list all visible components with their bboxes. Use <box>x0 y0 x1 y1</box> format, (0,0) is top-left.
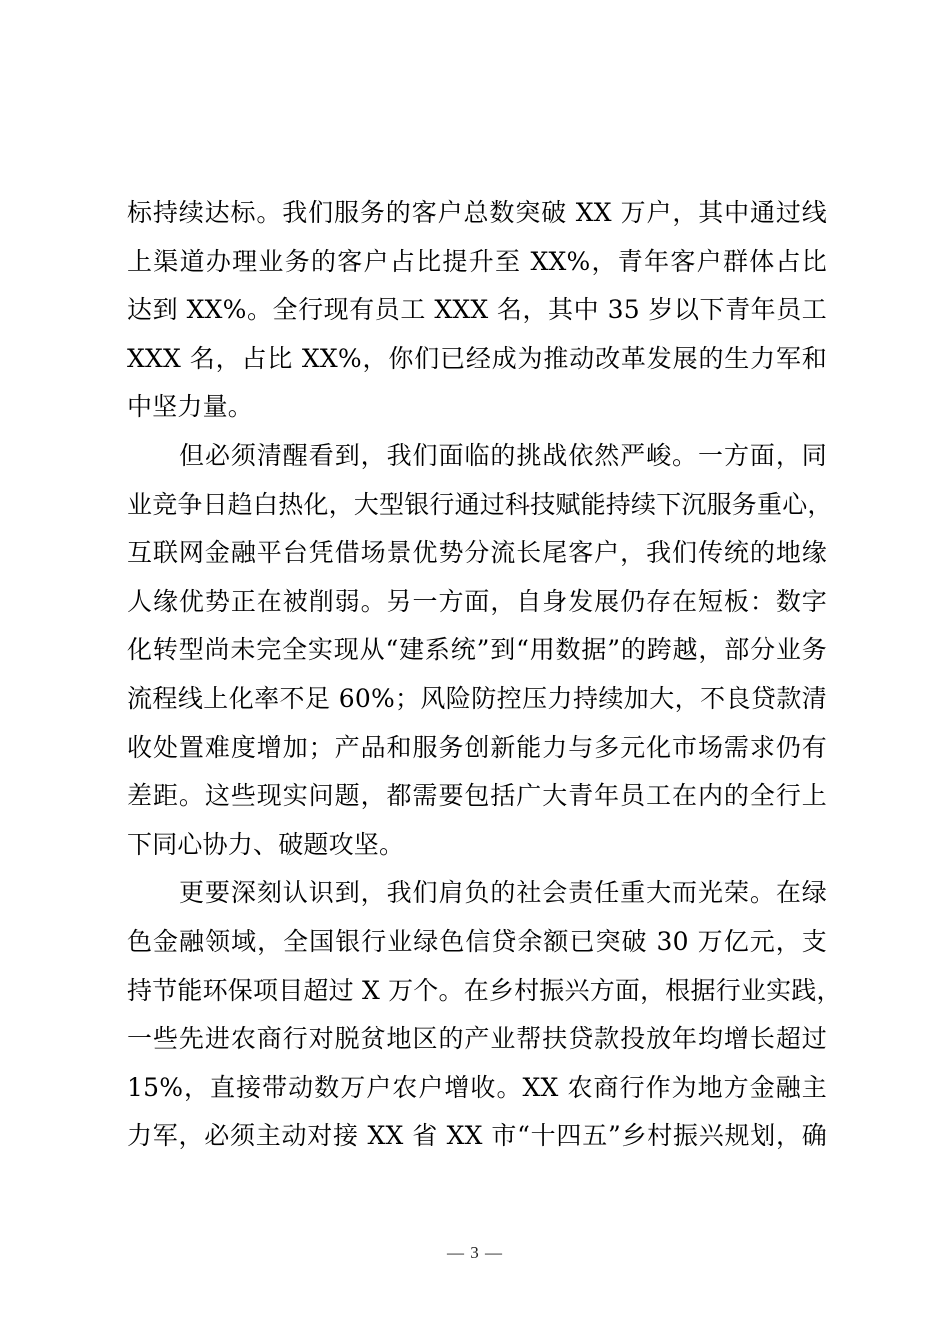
text-line: 上渠道办理业务的客户占比提升至 XX%，青年客户群体占比 <box>127 246 827 276</box>
text-line: 收处置难度增加；产品和服务创新能力与多元化市场需求仍有 <box>127 732 827 762</box>
text-line: 中坚力量。 <box>127 392 254 422</box>
text-line: 流程线上化率不足 60%；风险防控压力持续加大，不良贷款清 <box>127 683 827 713</box>
text-line: XXX 名，占比 XX%，你们已经成为推动改革发展的生力军和 <box>127 343 827 373</box>
text-line: 更要深刻认识到，我们肩负的社会责任重大而光荣。在绿 <box>179 878 827 908</box>
text-line: 力军，必须主动对接 XX 省 XX 市“十四五”乡村振兴规划，确 <box>127 1121 827 1151</box>
text-line: 差距。这些现实问题，都需要包括广大青年员工在内的全行上 <box>127 781 827 811</box>
page-number: — 3 — <box>447 1243 503 1262</box>
text-line: 15%，直接带动数万户农户增收。XX 农商行作为地方金融主 <box>127 1072 827 1102</box>
text-line: 下同心协力、破题攻坚。 <box>127 829 405 859</box>
text-line: 达到 XX%。全行现有员工 XXX 名，其中 35 岁以下青年员工 <box>127 295 827 325</box>
text-line: 人缘优势正在被削弱。另一方面，自身发展仍存在短板：数字 <box>127 586 827 616</box>
text-line: 色金融领域，全国银行业绿色信贷余额已突破 30 万亿元，支 <box>127 926 827 956</box>
text-line: 持节能环保项目超过 X 万个。在乡村振兴方面，根据行业实践， <box>127 975 842 1005</box>
text-line: 一些先进农商行对脱贫地区的产业帮扶贷款投放年均增长超过 <box>127 1024 827 1054</box>
text-line: 但必须清醒看到，我们面临的挑战依然严峻。一方面，同 <box>179 440 827 470</box>
text-line: 互联网金融平台凭借场景优势分流长尾客户，我们传统的地缘 <box>127 538 827 568</box>
text-line: 化转型尚未完全实现从“建系统”到“用数据”的跨越，部分业务 <box>127 635 827 665</box>
body-text <box>127 189 842 1161</box>
text-line: 标持续达标。我们服务的客户总数突破 XX 万户，其中通过线 <box>127 198 827 227</box>
text-line: 业竞争日趋白热化，大型银行通过科技赋能持续下沉服务重心， <box>127 489 833 519</box>
